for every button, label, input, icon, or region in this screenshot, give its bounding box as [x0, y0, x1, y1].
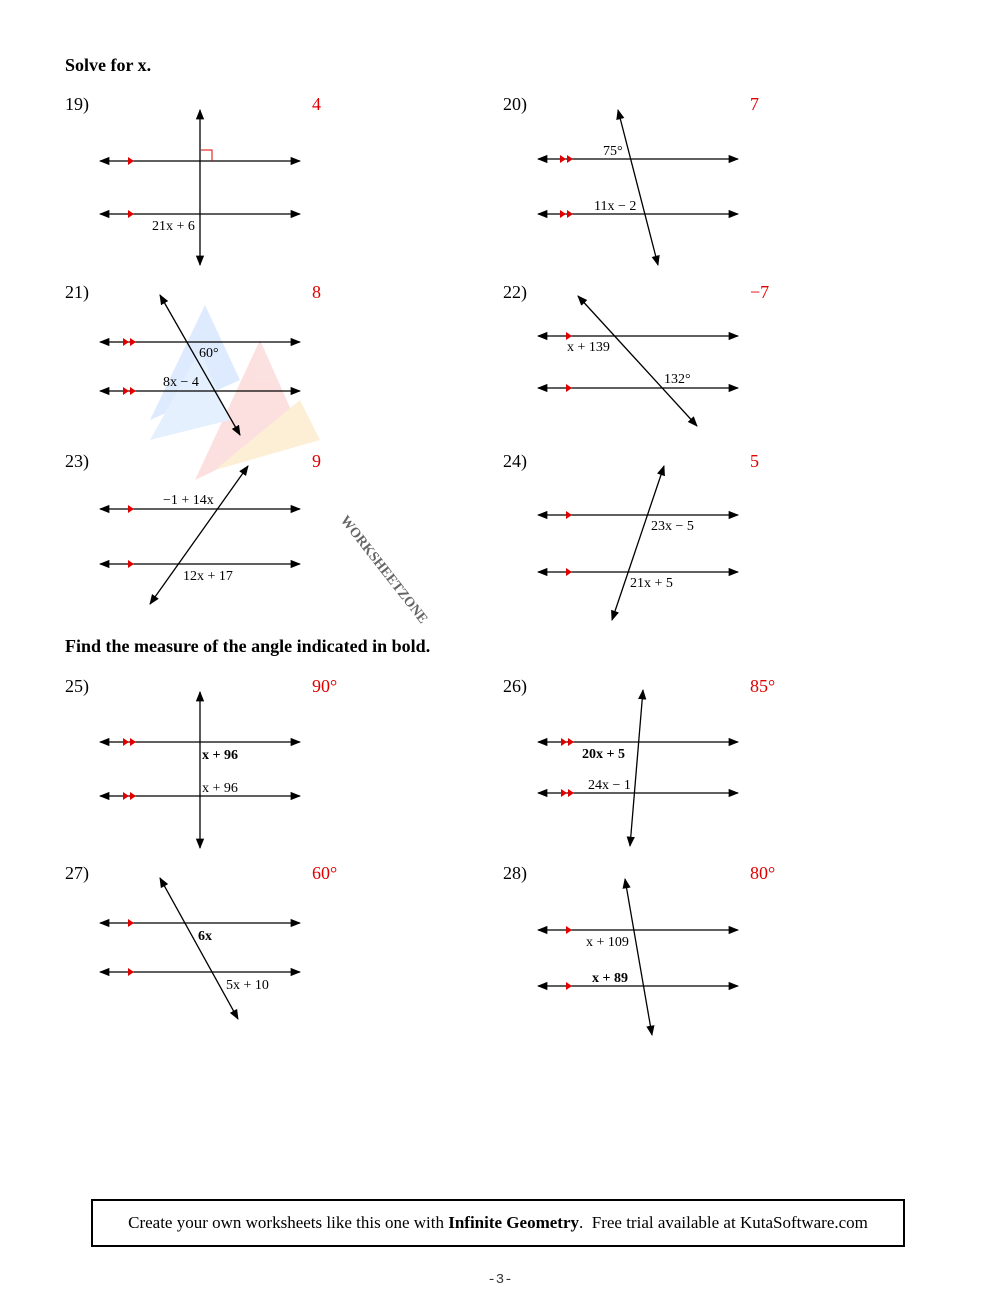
problem-number: 22) — [503, 282, 527, 302]
problem-number: 25) — [65, 676, 89, 696]
angle-label: −1 + 14x — [163, 493, 214, 508]
footer-box — [91, 1199, 905, 1247]
section-heading-find-angle: Find the measure of the angle indicated in bold. — [65, 636, 431, 656]
angle-label: x + 139 — [567, 340, 610, 355]
answer: 8 — [312, 282, 321, 302]
answer: 85° — [750, 676, 776, 696]
answer: 60° — [312, 863, 338, 883]
angle-label: 75° — [603, 144, 623, 159]
problem-number: 24) — [503, 451, 527, 471]
problem-number: 23) — [65, 451, 89, 471]
answer: 9 — [312, 451, 321, 471]
footer-suffix: . Free trial available at KutaSoftware.com — [579, 1213, 868, 1232]
answer: 4 — [312, 94, 321, 114]
section-heading-solve: Solve for x. — [65, 55, 152, 75]
problem-number: 27) — [65, 863, 89, 883]
problem-number: 28) — [503, 863, 527, 883]
angle-label: 12x + 17 — [183, 569, 233, 584]
angle-label: 8x − 4 — [163, 375, 199, 390]
watermark-text: WORKSHEETZONE — [336, 513, 431, 627]
angle-label-bold: 6x — [198, 929, 212, 944]
answer: 7 — [750, 94, 759, 114]
answer: −7 — [750, 282, 770, 302]
angle-label: 21x + 6 — [152, 219, 195, 234]
problem-number: 21) — [65, 282, 89, 302]
angle-label: 132° — [664, 372, 691, 387]
angle-label: 60° — [199, 346, 219, 361]
angle-label: 23x − 5 — [651, 519, 694, 534]
angle-label: 24x − 1 — [588, 778, 631, 793]
angle-label: x + 96 — [202, 781, 238, 796]
angle-label: x + 109 — [586, 935, 629, 950]
angle-label-bold: x + 89 — [592, 971, 628, 986]
problem-number: 26) — [503, 676, 527, 696]
angle-label: 11x − 2 — [594, 199, 637, 214]
answer: 90° — [312, 676, 338, 696]
angle-label: 5x + 10 — [226, 978, 269, 993]
angle-label: 21x + 5 — [630, 576, 673, 591]
angle-label-bold: 20x + 5 — [582, 747, 625, 762]
problem-number: 20) — [503, 94, 527, 114]
answer: 80° — [750, 863, 776, 883]
angle-label-bold: x + 96 — [202, 748, 238, 763]
problem-number: 19) — [65, 94, 89, 114]
page-number: -3- — [487, 1272, 513, 1288]
footer-product: Infinite Geometry — [448, 1213, 579, 1232]
answer: 5 — [750, 451, 759, 471]
footer-prefix: Create your own worksheets like this one with — [128, 1213, 449, 1232]
